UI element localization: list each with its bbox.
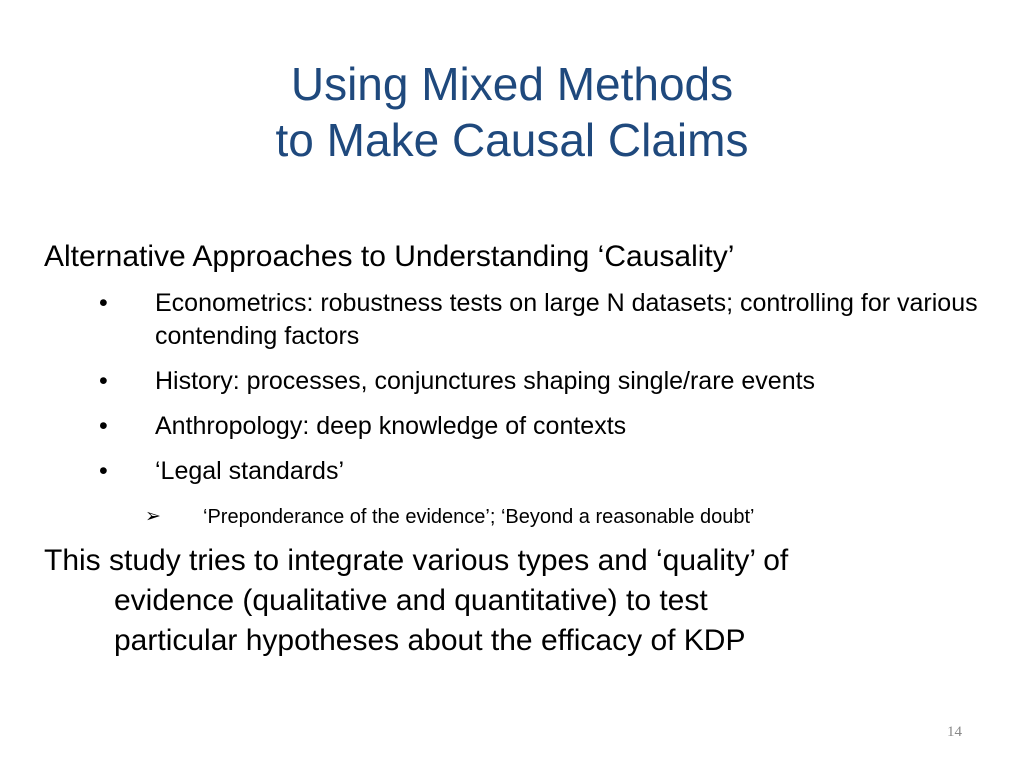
- bullet-item-econometrics: [0, 287, 1024, 353]
- bullet-icon: •: [99, 367, 108, 395]
- bullet-text: ‘Legal standards’: [155, 457, 345, 485]
- section-heading: Alternative Approaches to Understanding ‘Causality’: [44, 240, 735, 273]
- bullet-icon: •: [99, 412, 108, 440]
- arrow-bullet-icon: ➢: [145, 506, 161, 527]
- bullet-icon: •: [99, 457, 108, 485]
- slide-title-line-1: Using Mixed Methods: [290, 58, 734, 110]
- summary-paragraph: [44, 541, 984, 661]
- slide-title-line-2: to Make Causal Claims: [275, 114, 749, 166]
- bullet-item-legal-standards: [0, 455, 1024, 488]
- bullet-text: Anthropology: deep knowledge of contexts: [155, 412, 627, 440]
- bullet-text: Econometrics: robustness tests on large N datasets; controlling for various contending factors: [155, 289, 978, 350]
- bullet-list: [0, 287, 1024, 500]
- paragraph-line-3: particular hypotheses about the efficacy of KDP: [114, 624, 746, 657]
- paragraph-line-1: This study tries to integrate various types and ‘quality’ of: [44, 544, 789, 577]
- paragraph-line-2: evidence (qualitative and quantitative) to test: [114, 584, 708, 617]
- bullet-text: History: processes, conjunctures shaping single/rare events: [155, 367, 816, 395]
- bullet-item-anthropology: [0, 410, 1024, 443]
- bullet-icon: •: [99, 289, 108, 317]
- slide-title: [0, 56, 1024, 168]
- page-number: 14: [947, 724, 962, 740]
- sub-bullet-text: ‘Preponderance of the evidence’; ‘Beyond a reasonable doubt’: [203, 506, 755, 528]
- bullet-item-history: [0, 365, 1024, 398]
